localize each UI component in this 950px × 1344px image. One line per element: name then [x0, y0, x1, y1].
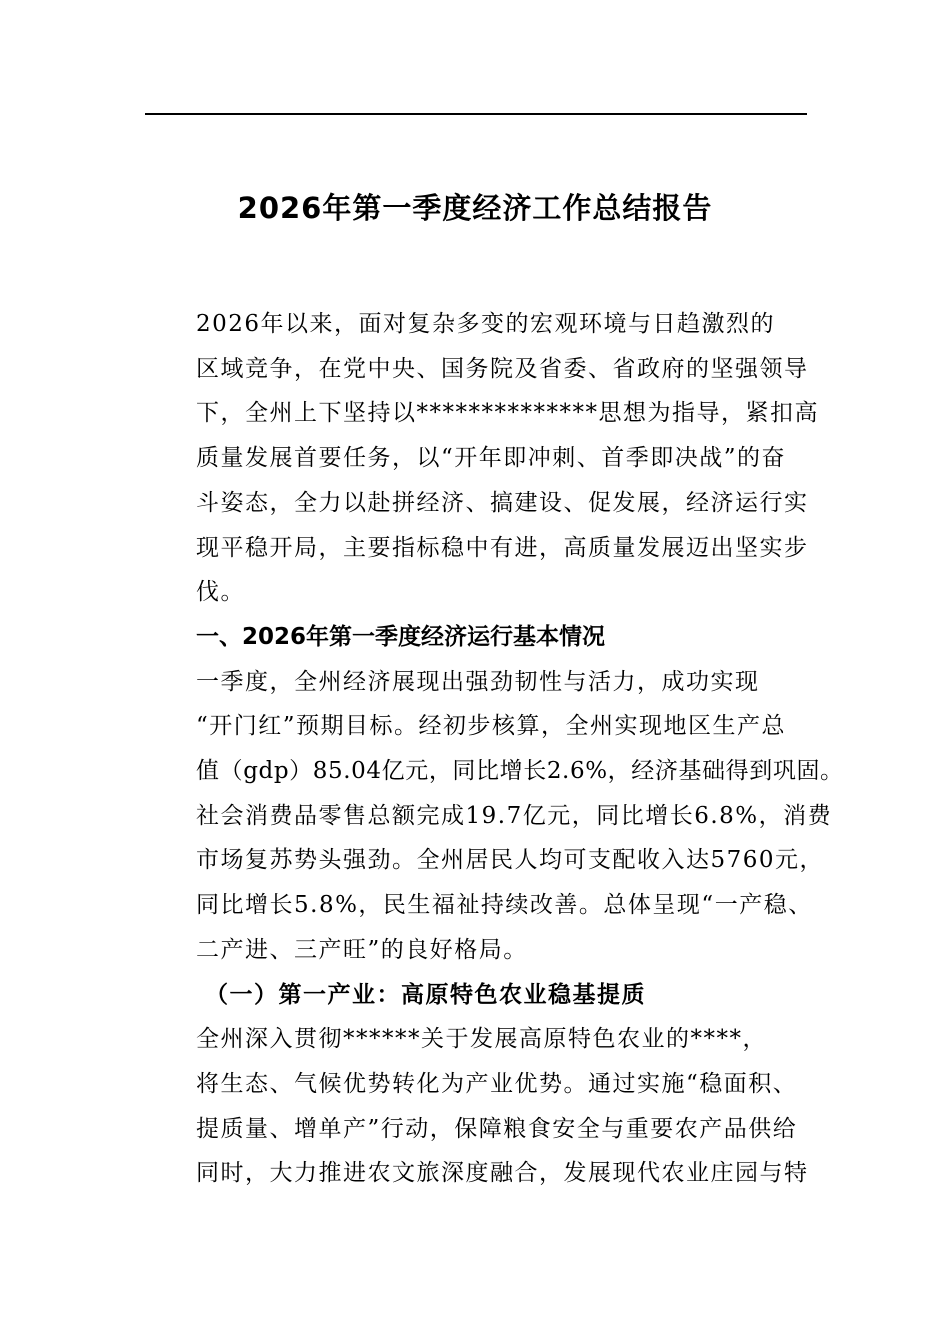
text-line: 市场复苏势头强劲。全州居民人均可支配收入达5760元，: [196, 847, 825, 874]
text-line: 下，全州上下坚持以**************思想为指导，紧扣高: [196, 400, 819, 427]
text-line: 斗姿态，全力以赴拼经济、搞建设、促发展，经济运行实: [196, 489, 809, 516]
text-line: 质量发展首要任务，以“开年即冲刺、首季即决战”的奋: [196, 445, 787, 472]
text-line: 同比增长5.8%，民生福祉持续改善。总体呈现“一产稳、: [196, 892, 813, 919]
text-line: 伐。: [196, 579, 245, 606]
subsection-paragraph: [147, 1017, 807, 1196]
section-heading: 一、2026年第一季度经济运行基本情况: [196, 623, 606, 650]
intro-paragraph: [147, 302, 819, 615]
text-line: “开门红”预期目标。经初步核算，全州实现地区生产总: [196, 713, 787, 740]
text-line: 现平稳开局，主要指标稳中有进，高质量发展迈出坚实步: [196, 534, 809, 561]
text-line: 将生态、气候优势转化为产业优势。通过实施“稳面积、: [196, 1070, 798, 1097]
text-line: 二产进、三产旺”的良好格局。: [196, 936, 528, 963]
text-line: 值（gdp）85.04亿元，同比增长2.6%，经济基础得到巩固。: [196, 758, 844, 785]
section-paragraph: [147, 660, 844, 973]
header-rule: [145, 113, 807, 115]
subsection-heading: （一）第一产业：高原特色农业稳基提质: [205, 980, 646, 1008]
text-line: 一季度，全州经济展现出强劲韧性与活力，成功实现: [196, 668, 760, 695]
document-body: [147, 302, 844, 1196]
text-line: 全州深入贯彻******关于发展高原特色农业的****，: [196, 1026, 767, 1053]
text-line: 同时，大力推进农文旅深度融合，发展现代农业庄园与特: [196, 1160, 809, 1187]
text-line: 社会消费品零售总额完成19.7亿元，同比增长6.8%，消费: [196, 802, 833, 829]
text-line: 区域竞争，在党中央、国务院及省委、省政府的坚强领导: [196, 355, 809, 382]
text-line: 提质量、增单产”行动，保障粮食安全与重要农产品供给: [196, 1115, 798, 1142]
document-title: 2026年第一季度经济工作总结报告: [237, 191, 713, 225]
text-line: 2026年以来，面对复杂多变的宏观环境与日趋激烈的: [196, 311, 776, 337]
